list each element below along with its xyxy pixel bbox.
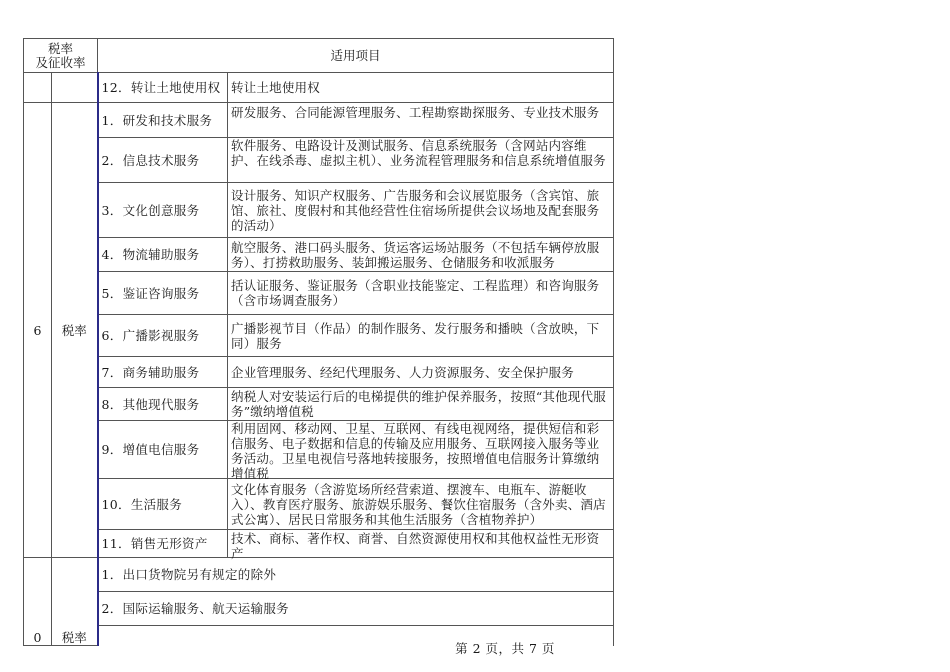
description-text: 研发服务、合同能源管理服务、工程勘察勘探服务、专业技术服务 xyxy=(231,105,600,120)
category-cell: 9．增值电信服务 xyxy=(98,421,228,479)
category-cell: 5．鉴证咨询服务 xyxy=(98,272,228,315)
table-row xyxy=(24,558,614,592)
table-row xyxy=(24,238,614,272)
empty-cell xyxy=(24,73,52,103)
table-row xyxy=(24,530,614,558)
description-cell: 转让土地使用权 xyxy=(228,73,614,103)
table-row xyxy=(24,315,614,357)
table-row xyxy=(24,357,614,388)
description-cell xyxy=(228,479,614,530)
header-rate-line2: 及征收率 xyxy=(35,54,86,70)
table-row xyxy=(24,138,614,183)
description-cell xyxy=(228,421,614,479)
empty-cell xyxy=(52,73,98,103)
description-text: 广播影视节目（作品）的制作服务、发行服务和播映（含放映，下同）服务 xyxy=(231,320,600,351)
header-rate-line1: 税率 xyxy=(48,40,74,56)
category-cell: 1．研发和技术服务 xyxy=(98,103,228,138)
description-text: 航空服务、港口码头服务、货运客运场站服务（不包括车辆停放服务）、打捞救助服务、装卸搬运服务、仓储服务和收派服务 xyxy=(231,239,600,270)
rate-label-0-cell xyxy=(52,558,98,646)
page-footer: 第 2 页，共 7 页 xyxy=(455,641,555,656)
description-cell xyxy=(228,183,614,238)
table-row xyxy=(24,73,614,103)
tax-rate-sheet xyxy=(23,38,613,645)
description-text: 纳税人对安装运行后的电梯提供的维护保养服务，按照“其他现代服务”缴纳增值税 xyxy=(231,389,606,419)
table-row xyxy=(24,183,614,238)
header-rate-cell xyxy=(24,39,98,73)
table-row xyxy=(24,272,614,315)
description-text: 软件服务、电路设计及测试服务、信息系统服务（含网站内容维护、在线杀毒、虚拟主机）、业务流程管理服务和信息系统增值服务 xyxy=(231,138,606,168)
rate-value-0: 0 xyxy=(33,630,42,645)
description-text: 利用固网、移动网、卫星、互联网、有线电视网络，提供短信和彩信服务、电子数据和信息的传输及应用服务、互联网接入服务等业务活动。卫星电视信号落地转接服务，按照增值电信服务计算缴纳增值税 xyxy=(231,421,600,481)
rate-value-6: 6 xyxy=(24,103,52,558)
description-cell xyxy=(228,238,614,272)
description-cell xyxy=(228,138,614,183)
category-cell: 6．广播影视服务 xyxy=(98,315,228,357)
category-cell: 7．商务辅助服务 xyxy=(98,357,228,388)
table-row xyxy=(24,421,614,479)
description-cell: 企业管理服务、经纪代理服务、人力资源服务、安全保护服务 xyxy=(228,357,614,388)
category-cell: 4．物流辅助服务 xyxy=(98,238,228,272)
zero-rate-item: 2．国际运输服务、航天运输服务 xyxy=(98,592,614,626)
tax-rate-table xyxy=(23,38,614,646)
category-cell: 8．其他现代服务 xyxy=(98,388,228,421)
rate-label-6: 税率 xyxy=(52,103,98,558)
description-cell xyxy=(228,272,614,315)
description-cell xyxy=(228,103,614,138)
description-cell xyxy=(228,388,614,421)
category-cell: 12．转让土地使用权 xyxy=(98,73,228,103)
zero-rate-item: 1．出口货物院另有规定的除外 xyxy=(98,558,614,592)
category-cell: 2．信息技术服务 xyxy=(98,138,228,183)
category-cell: 10．生活服务 xyxy=(98,479,228,530)
table-row xyxy=(24,592,614,626)
table-row xyxy=(24,479,614,530)
description-text: 技术、商标、著作权、商誉、自然资源使用权和其他权益性无形资产 xyxy=(231,530,600,561)
description-cell xyxy=(228,315,614,357)
table-row xyxy=(24,103,614,138)
description-cell xyxy=(228,530,614,561)
description-text: 括认证服务、鉴证服务（含职业技能鉴定、工程监理）和咨询服务（含市场调查服务） xyxy=(231,278,600,308)
header-row xyxy=(24,39,614,73)
category-cell: 3．文化创意服务 xyxy=(98,183,228,238)
category-cell: 11．销售无形资产 xyxy=(98,530,228,558)
description-text: 文化体育服务（含游览场所经营索道、摆渡车、电瓶车、游艇收入）、教育医疗服务、旅游娱乐服务、餐饮住宿服务（含外卖、酒店式公寓）、居民日常服务和其他生活服务（含植物养护） xyxy=(231,481,606,527)
description-text: 设计服务、知识产权服务、广告服务和会议展览服务（含宾馆、旅馆、旅社、度假村和其他经营性住宿场所提供会议场地及配套服务的活动） xyxy=(231,187,600,233)
rate-value-0-cell xyxy=(24,558,52,646)
header-items-cell: 适用项目 xyxy=(98,39,614,73)
table-row xyxy=(24,388,614,421)
rate-label-0: 税率 xyxy=(61,630,87,645)
